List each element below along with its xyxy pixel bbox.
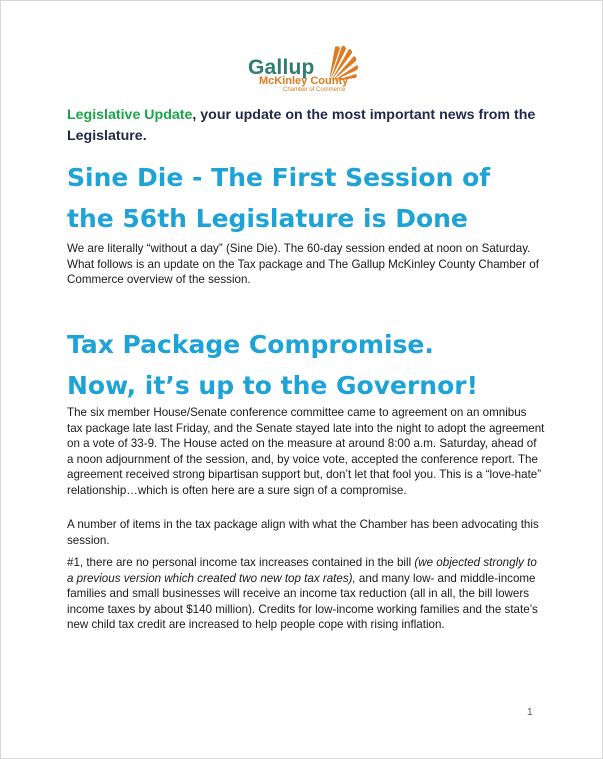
para3-end: and many low- and middle-income families and small businesses will receive an income tax reduction (all in all, the bill lowers income taxes by about $140 million). Credits for low-income working families and the state’s new child tax credit are increased to help people cope with rising inflation.	[67, 571, 538, 632]
heading-line: the 56th Legislature is Done	[67, 204, 468, 233]
heading-line: Tax Package Compromise.	[67, 330, 434, 359]
heading-sine-die	[67, 157, 587, 239]
heading-line: Now, it’s up to the Governor!	[67, 371, 479, 400]
logo-chamber-text: Chamber of Commerce	[283, 87, 346, 93]
logo-county-text: McKinley County	[259, 75, 349, 87]
logo-gallup-text: Gallup	[248, 56, 315, 79]
tax-paragraph-1: The six member House/Senate conference committee came to agreement on an omnibus tax package late last Friday, and the Senate stayed late into the night to adopt the agreement on a vote of 33-9. The House acted on the measure at around 8:00 a.m. Saturday, ahead of a noon adjournment of the session, and, by voice vote, accepted the conference report. The agreement received strong bipartisan support but, don’t let that fool you. This is a “love-hate” relationship…which is often here are a sure sign of a compromise.	[67, 406, 545, 497]
sine-die-paragraph: We are literally “without a day” (Sine Die). The 60-day session ended at noon on Saturday. What follows is an update on the Tax package and The Gallup McKinley County Chamber of Commerce overview of the session.	[67, 242, 539, 287]
intro-rest: , your update on the most important news from the Legislature.	[67, 107, 536, 144]
para3-start: #1, there are no personal income tax increases contained in the bill	[67, 556, 415, 569]
tax-paragraph-2: A number of items in the tax package align with what the Chamber has been advocating this session.	[67, 518, 539, 547]
page-number: 1	[527, 707, 533, 718]
heading-line: Sine Die - The First Session of	[67, 163, 491, 192]
chamber-logo	[245, 43, 363, 93]
intro-line	[67, 105, 547, 147]
para3-italic: (we objected strongly to a previous version which created two new top tax rates),	[67, 556, 537, 585]
legislative-update-label: Legislative Update	[67, 107, 193, 123]
heading-tax-package	[67, 324, 587, 406]
tax-paragraph-3	[67, 555, 545, 633]
